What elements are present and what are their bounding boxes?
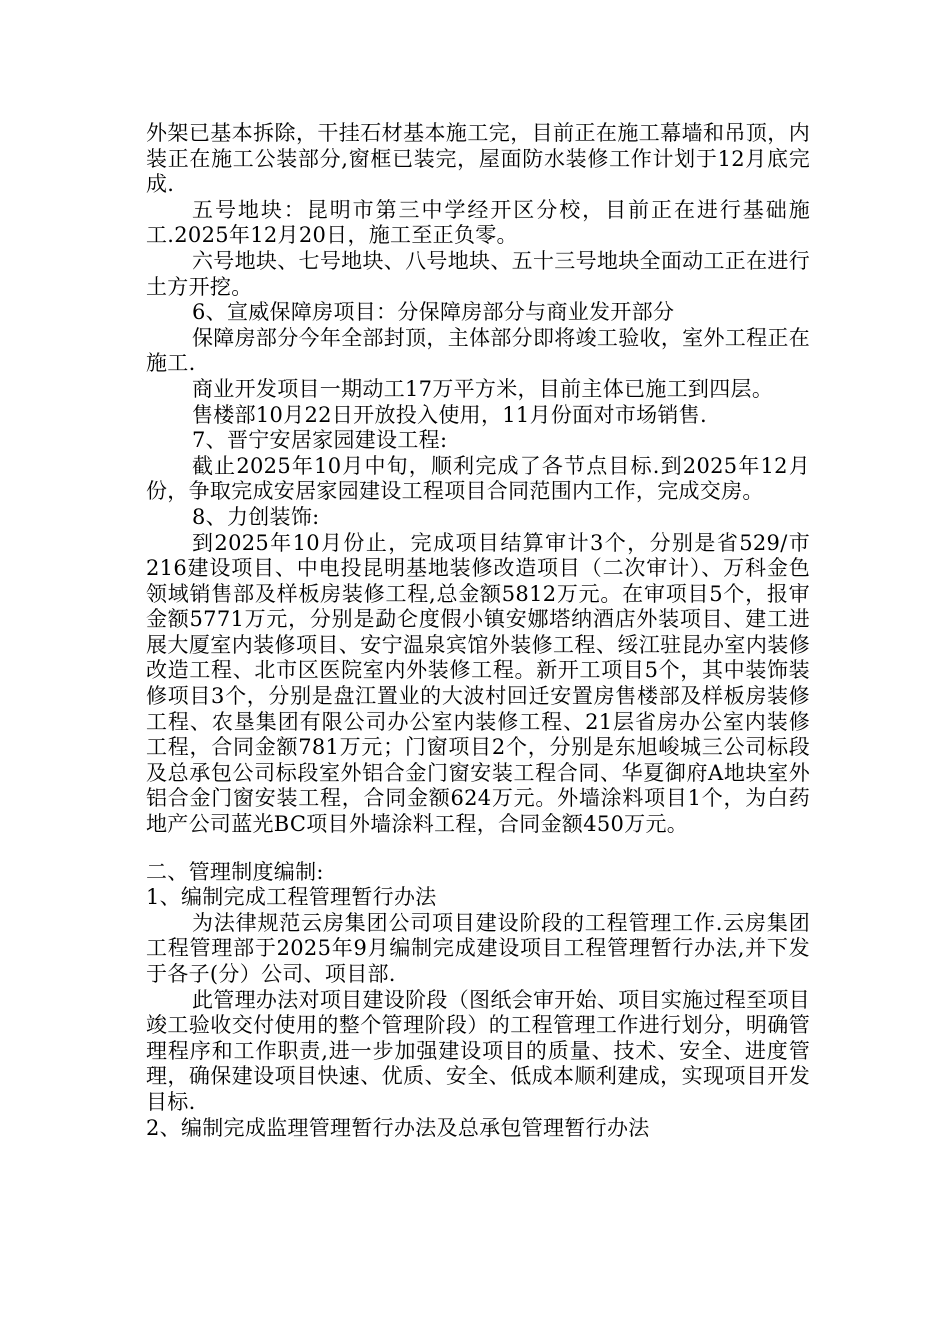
section-heading: 6、宣威保障房项目：分保障房部分与商业发开部分 xyxy=(192,300,675,325)
paragraph: 六号地块、七号地块、八号地块、五十三号地块全面动工正在进行土方开挖。 xyxy=(146,248,810,299)
paragraph: 外架已基本拆除，干挂石材基本施工完，目前正在施工幕墙和吊顶，内装正在施工公装部分,窗框已装完，屋面防水装修工作计划于12月底完成. xyxy=(146,121,810,197)
paragraph: 保障房部分今年全部封顶，主体部分即将竣工验收，室外工程正在施工. xyxy=(146,325,810,376)
paragraph: 此管理办法对项目建设阶段（图纸会审开始、项目实施过程至项目竣工验收交付使用的整个管理阶段）的工程管理工作进行划分，明确管理程序和工作职责,进一步加强建设项目的质量、技术、安全、进度管理，确保建设项目快速、优质、安全、低成本顺利建成，实现项目开发目标. xyxy=(146,987,810,1114)
paragraph: 售楼部10月22日开放投入使用，11月份面对市场销售. xyxy=(192,402,707,427)
paragraph: 五号地块：昆明市第三中学经开区分校，目前正在进行基础施工.2025年12月20日，施工至正负零。 xyxy=(146,197,810,248)
paragraph-spacer xyxy=(146,838,810,860)
subsection-heading: 1、编制完成工程管理暂行办法 xyxy=(146,885,437,910)
subsection-heading: 2、编制完成监理管理暂行办法及总承包管理暂行办法 xyxy=(146,1115,650,1140)
document-body xyxy=(146,121,810,1141)
section-heading: 二、管理制度编制: xyxy=(146,859,324,884)
section-heading: 7、晋宁安居家园建设工程: xyxy=(192,428,448,453)
section-heading: 8、力创装饰: xyxy=(192,504,320,529)
paragraph: 截止2025年10月中旬，顺利完成了各节点目标.到2025年12月份，争取完成安居家园建设工程项目合同范围内工作，完成交房。 xyxy=(146,453,810,504)
paragraph: 商业开发项目一期动工17万平方米，目前主体已施工到四层。 xyxy=(192,376,774,401)
paragraph: 为法律规范云房集团公司项目建设阶段的工程管理工作.云房集团工程管理部于2025年9月编制完成建设项目工程管理暂行办法,并下发于各子(分）公司、项目部. xyxy=(146,910,810,986)
paragraph: 到2025年10月份止，完成项目结算审计3个，分别是省529/市216建设项目、中电投昆明基地装修改造项目（二次审计）、万科金色领域销售部及样板房装修工程,总金额5812万元。在审项目5个，报审金额5771万元，分别是勐仑度假小镇安娜塔纳酒店外装项目、建工进展大厦室内装修项目、安宁温泉宾馆外装修工程、绥江驻昆办室内装修改造工程、北市区医院室内外装修工程。新开工项目5个，其中装饰装修项目3个，分别是盘江置业的大波村回迁安置房售楼部及样板房装修工程、农垦集团有限公司办公室内装修工程、21层省房办公室内装修工程，合同金额781万元；门窗项目2个，分别是东旭峻城三公司标段及总承包公司标段室外铝合金门窗安装工程合同、华夏御府A地块室外铝合金门窗安装工程，合同金额624万元。外墙涂料项目1个，为白药地产公司蓝光BC项目外墙涂料工程，合同金额450万元。 xyxy=(146,530,810,837)
